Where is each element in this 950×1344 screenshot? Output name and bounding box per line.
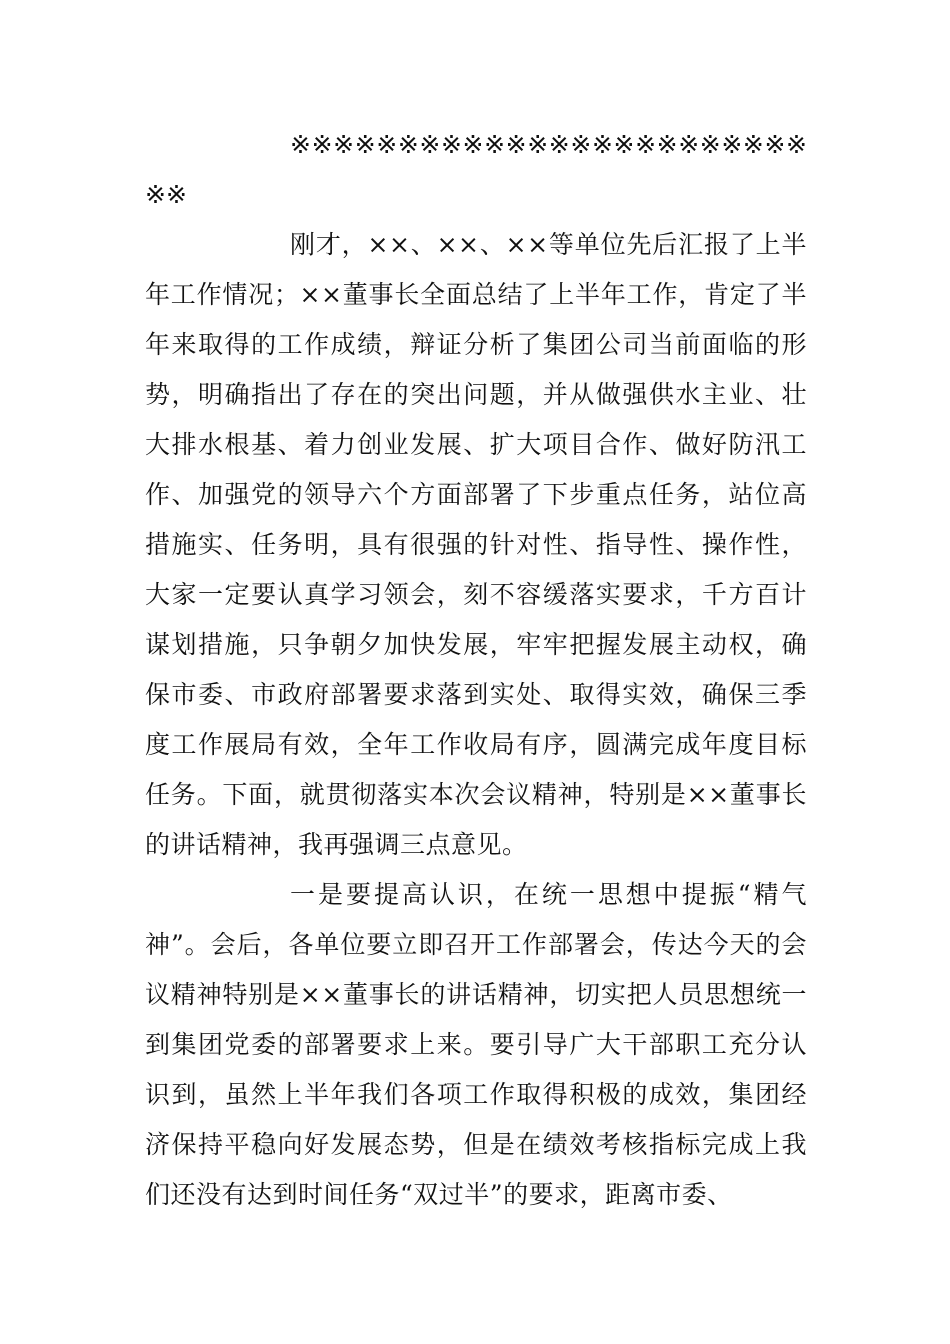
header-symbol-line: ※※※※※※※※※※※※※※※※※※※※※※※※※※ bbox=[145, 130, 807, 209]
paragraph-summary: 刚才，××、××、××等单位先后汇报了上半年工作情况；××董事长全面总结了上半年工作，肯定了半年来取得的工作成绩，辩证分析了集团公司当前面临的形势，明确指出了存在的突出问题，并从做强供水主业、壮大排水根基、着力创业发展、扩大项目合作、做好防汛工作、加强党的领导六个方面部署了下步重点任务，站位高措施实、任务明，具有很强的针对性、指导性、操作性，大家一定要认真学习领会，刻不容缓落实要求，千方百计谋划措施，只争朝夕加快发展，牢牢把握发展主动权，确保市委、市政府部署要求落到实处、取得实效，确保三季度工作展局有效，全年工作收局有序，圆满完成年度目标任务。下面，就贯彻落实本次会议精神，特别是××董事长的讲话精神，我再强调三点意见。 bbox=[145, 230, 807, 859]
document-body bbox=[145, 120, 807, 1220]
paragraph-point-one: 一是要提高认识，在统一思想中提振“精气神”。会后，各单位要立即召开工作部署会，传达今天的会议精神特别是××董事长的讲话精神，切实把人员思想统一到集团党委的部署要求上来。要引导广大干部职工充分认识到，虽然上半年我们各项工作取得积极的成效，集团经济保持平稳向好发展态势，但是在绩效考核指标完成上我们还没有达到时间任务“双过半”的要求，距离市委、 bbox=[145, 880, 807, 1209]
